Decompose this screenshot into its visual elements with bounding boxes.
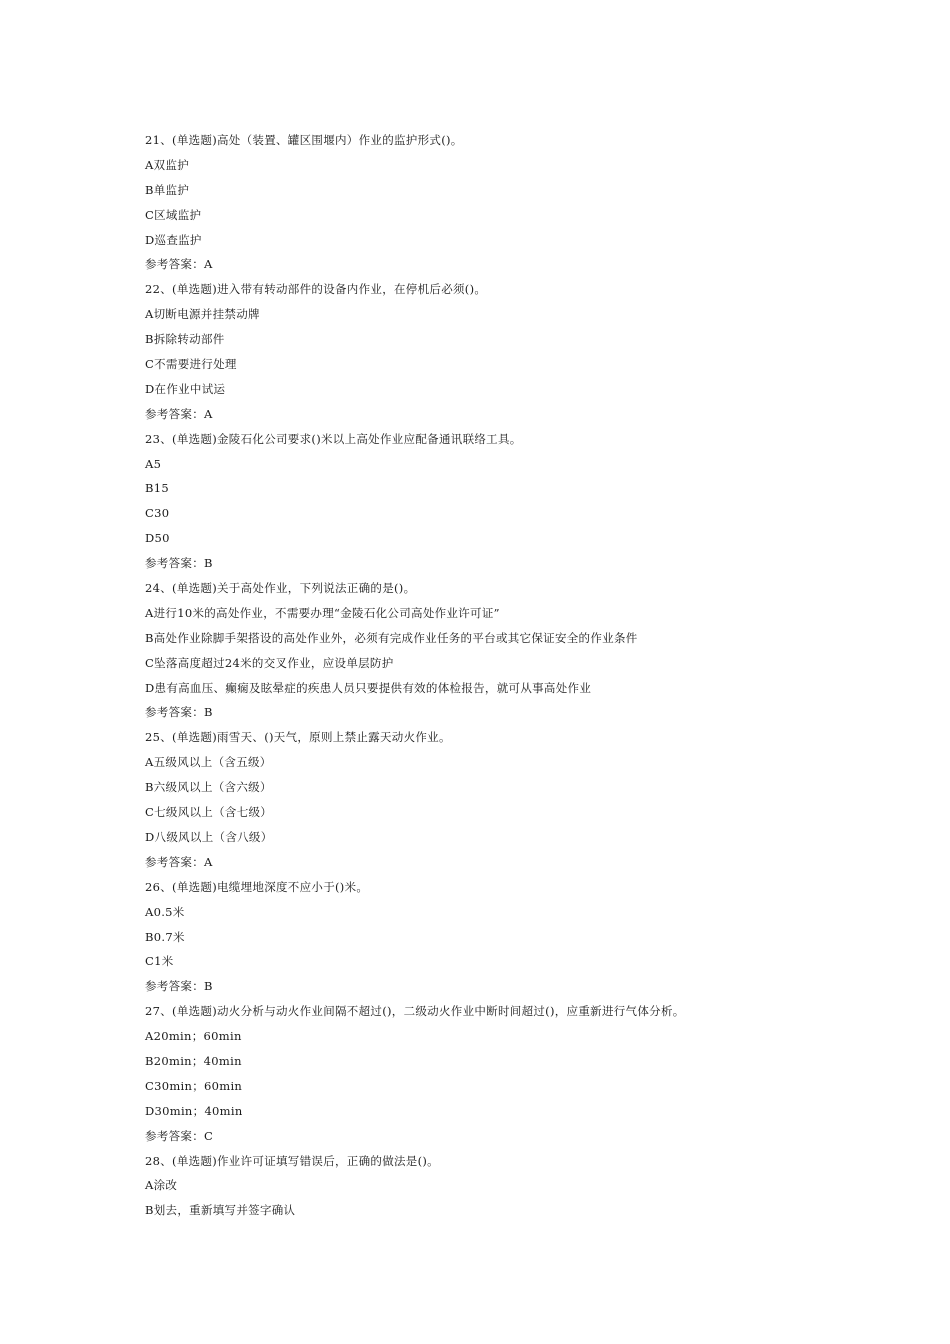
option-line: C1米 [145,954,174,969]
option-line: D八级风以上（含八级） [145,829,273,844]
option-line: D巡查监护 [145,232,202,247]
document-body [145,128,905,1223]
option-line: B六级风以上（含六级） [145,780,272,795]
option-line: C区域监护 [145,207,202,222]
answer-line: 参考答案：B [145,705,213,720]
question-line: 23、(单选题)金陵石化公司要求()米以上高处作业应配备通讯联络工具。 [145,431,522,446]
option-line: B划去，重新填写并签字确认 [145,1203,296,1218]
option-line: D患有高血压、癫痫及眩晕症的疾患人员只要提供有效的体检报告，就可从事高处作业 [145,680,592,695]
answer-line: 参考答案：C [145,1128,214,1143]
option-line: C不需要进行处理 [145,357,237,372]
option-line: D在作业中试运 [145,381,226,396]
option-line: B高处作业除脚手架搭设的高处作业外，必须有完成作业任务的平台或其它保证安全的作业条件 [145,630,638,645]
answer-line: 参考答案：B [145,979,213,994]
option-line: B15 [145,481,169,496]
option-line: A双监护 [145,157,190,172]
option-line: A进行10米的高处作业，不需要办理“金陵石化公司高处作业许可证” [145,605,500,620]
option-line: B0.7米 [145,929,185,944]
option-line: D50 [145,531,170,546]
option-line: C30min；60min [145,1078,243,1093]
question-line: 24、(单选题)关于高处作业，下列说法正确的是()。 [145,581,416,596]
option-line: A涂改 [145,1178,178,1193]
option-line: A五级风以上（含五级） [145,755,272,770]
answer-line: 参考答案：A [145,406,213,421]
question-line: 25、(单选题)雨雪天、()天气，原则上禁止露天动火作业。 [145,730,451,745]
option-line: A0.5米 [145,904,185,919]
answer-line: 参考答案：A [145,854,213,869]
option-line: C30 [145,506,170,521]
question-line: 21、(单选题)高处（装置、罐区围堰内）作业的监护形式()。 [145,133,463,147]
question-line: 26、(单选题)电缆埋地深度不应小于()米。 [145,879,369,894]
option-line: C七级风以上（含七级） [145,805,273,820]
option-line: D30min；40min [145,1103,243,1118]
option-line: A20min；60min [145,1029,242,1044]
option-line: C坠落高度超过24米的交叉作业，应设单层防护 [145,655,394,670]
answer-line: 参考答案：A [145,257,213,272]
option-line: A5 [145,456,162,471]
option-line: A切断电源并挂禁动牌 [145,307,260,322]
option-line: B20min；40min [145,1053,242,1068]
option-line: B单监护 [145,182,190,197]
question-line: 22、(单选题)进入带有转动部件的设备内作业，在停机后必须()。 [145,282,487,297]
question-line: 27、(单选题)动火分析与动火作业间隔不超过()，二级动火作业中断时间超过()，应重新进行气体分析。 [145,1004,685,1019]
question-line: 28、(单选题)作业许可证填写错误后，正确的做法是()。 [145,1153,439,1168]
answer-line: 参考答案：B [145,556,213,571]
option-line: B拆除转动部件 [145,332,225,347]
